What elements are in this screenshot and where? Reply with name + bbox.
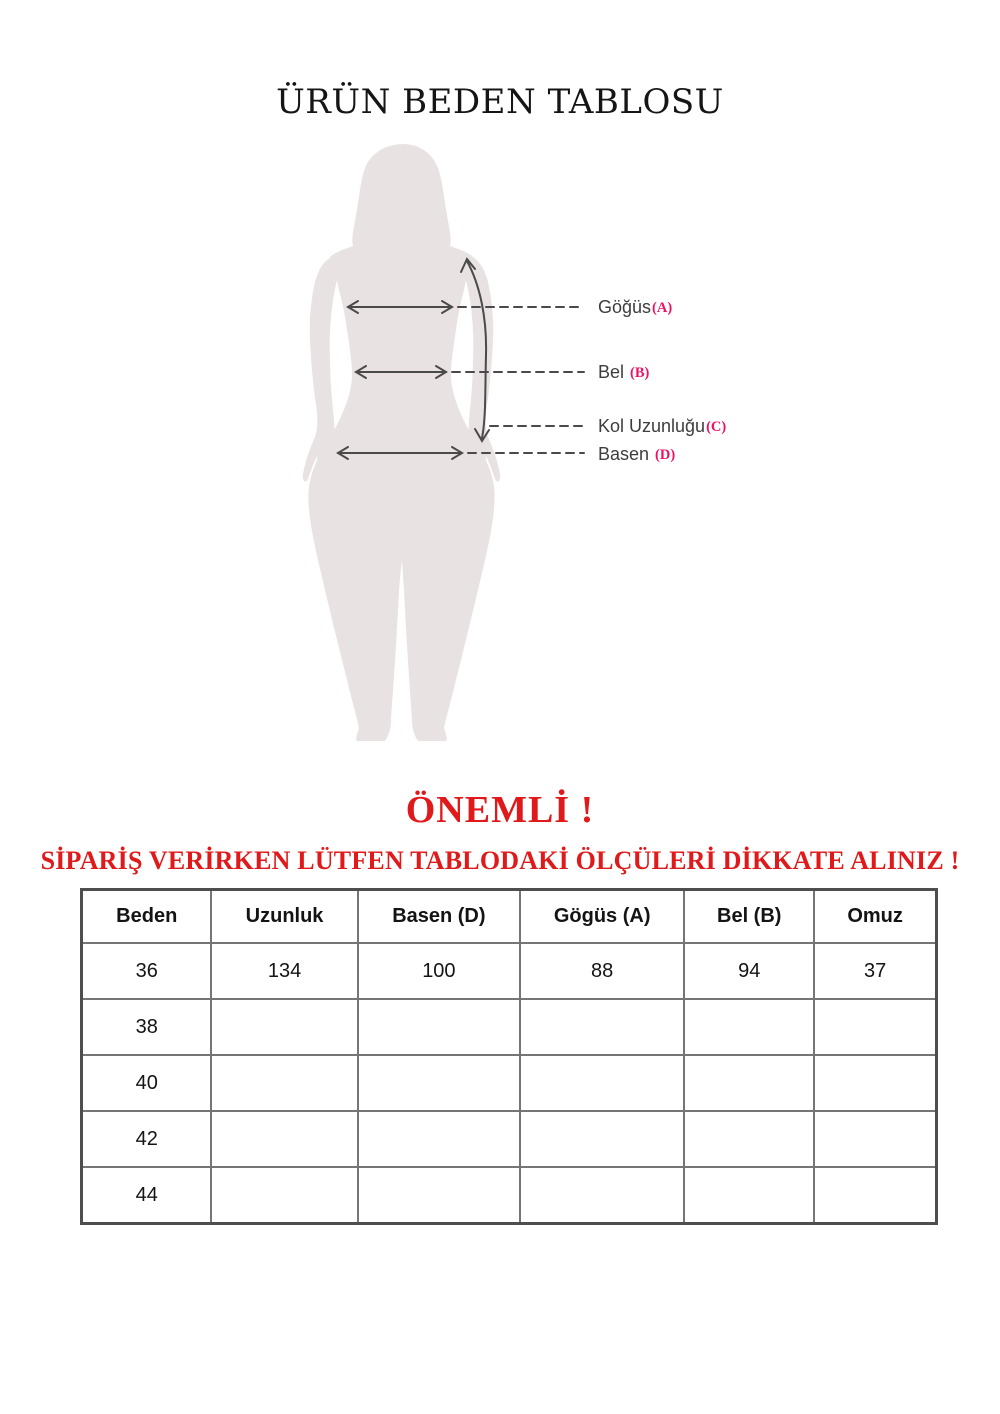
measurement-label-arm-length	[598, 416, 726, 438]
measurement-name: Kol Uzunluğu	[598, 416, 706, 436]
measurement-label-hip	[598, 444, 675, 466]
cell-bel: 94	[684, 943, 814, 999]
cell-uzunluk	[211, 999, 357, 1055]
cell-gogus	[520, 1055, 684, 1111]
cell-bel	[684, 999, 814, 1055]
cell-basen: 100	[358, 943, 520, 999]
cell-basen	[358, 1167, 520, 1224]
important-heading: ÖNEMLİ !	[405, 789, 595, 831]
column-header-basen: Basen (D)	[358, 890, 520, 944]
warning-text: SİPARİŞ VERİRKEN LÜTFEN TABLODAKİ ÖLÇÜLERİ DİKKATE ALINIZ !	[40, 846, 960, 875]
cell-bel	[684, 1111, 814, 1167]
table-row	[82, 1167, 937, 1224]
cell-size: 44	[82, 1167, 212, 1224]
cell-size: 36	[82, 943, 212, 999]
column-header-omuz: Omuz	[814, 890, 936, 944]
table-row	[82, 999, 937, 1055]
column-header-bel: Bel (B)	[684, 890, 814, 944]
cell-omuz	[814, 1167, 936, 1224]
cell-size: 42	[82, 1111, 212, 1167]
measurement-name: Göğüs	[598, 297, 652, 317]
cell-uzunluk: 134	[211, 943, 357, 999]
table-row	[82, 1111, 937, 1167]
cell-gogus	[520, 999, 684, 1055]
cell-size: 40	[82, 1055, 212, 1111]
column-header-beden: Beden	[82, 890, 212, 944]
cell-bel	[684, 1167, 814, 1224]
table-row	[82, 943, 937, 999]
cell-omuz	[814, 1111, 936, 1167]
left-arm-silhouette	[303, 258, 341, 486]
cell-omuz	[814, 1055, 936, 1111]
measurement-code: (B)	[630, 365, 650, 381]
cell-uzunluk	[211, 1055, 357, 1111]
cell-basen	[358, 999, 520, 1055]
cell-uzunluk	[211, 1167, 357, 1224]
body-silhouette	[308, 144, 494, 741]
page-title: ÜRÜN BEDEN TABLOSU	[276, 82, 724, 122]
measurement-label-chest	[598, 297, 672, 319]
column-header-uzunluk: Uzunluk	[211, 890, 357, 944]
cell-gogus	[520, 1167, 684, 1224]
size-table-header-row	[82, 890, 937, 944]
cell-omuz	[814, 999, 936, 1055]
cell-size: 38	[82, 999, 212, 1055]
cell-uzunluk	[211, 1111, 357, 1167]
measurement-code: (D)	[655, 447, 676, 463]
measurement-name: Basen	[598, 444, 650, 464]
table-row	[82, 1055, 937, 1111]
cell-gogus	[520, 1111, 684, 1167]
cell-basen	[358, 1055, 520, 1111]
measurement-label-waist	[598, 362, 649, 384]
cell-omuz: 37	[814, 943, 936, 999]
cell-basen	[358, 1111, 520, 1167]
cell-gogus: 88	[520, 943, 684, 999]
measurement-code: (C)	[706, 419, 727, 435]
size-table	[80, 888, 938, 1225]
cell-bel	[684, 1055, 814, 1111]
column-header-gogus: Gögüs (A)	[520, 890, 684, 944]
measurement-name: Bel	[598, 362, 625, 382]
measurement-code: (A)	[652, 300, 673, 316]
